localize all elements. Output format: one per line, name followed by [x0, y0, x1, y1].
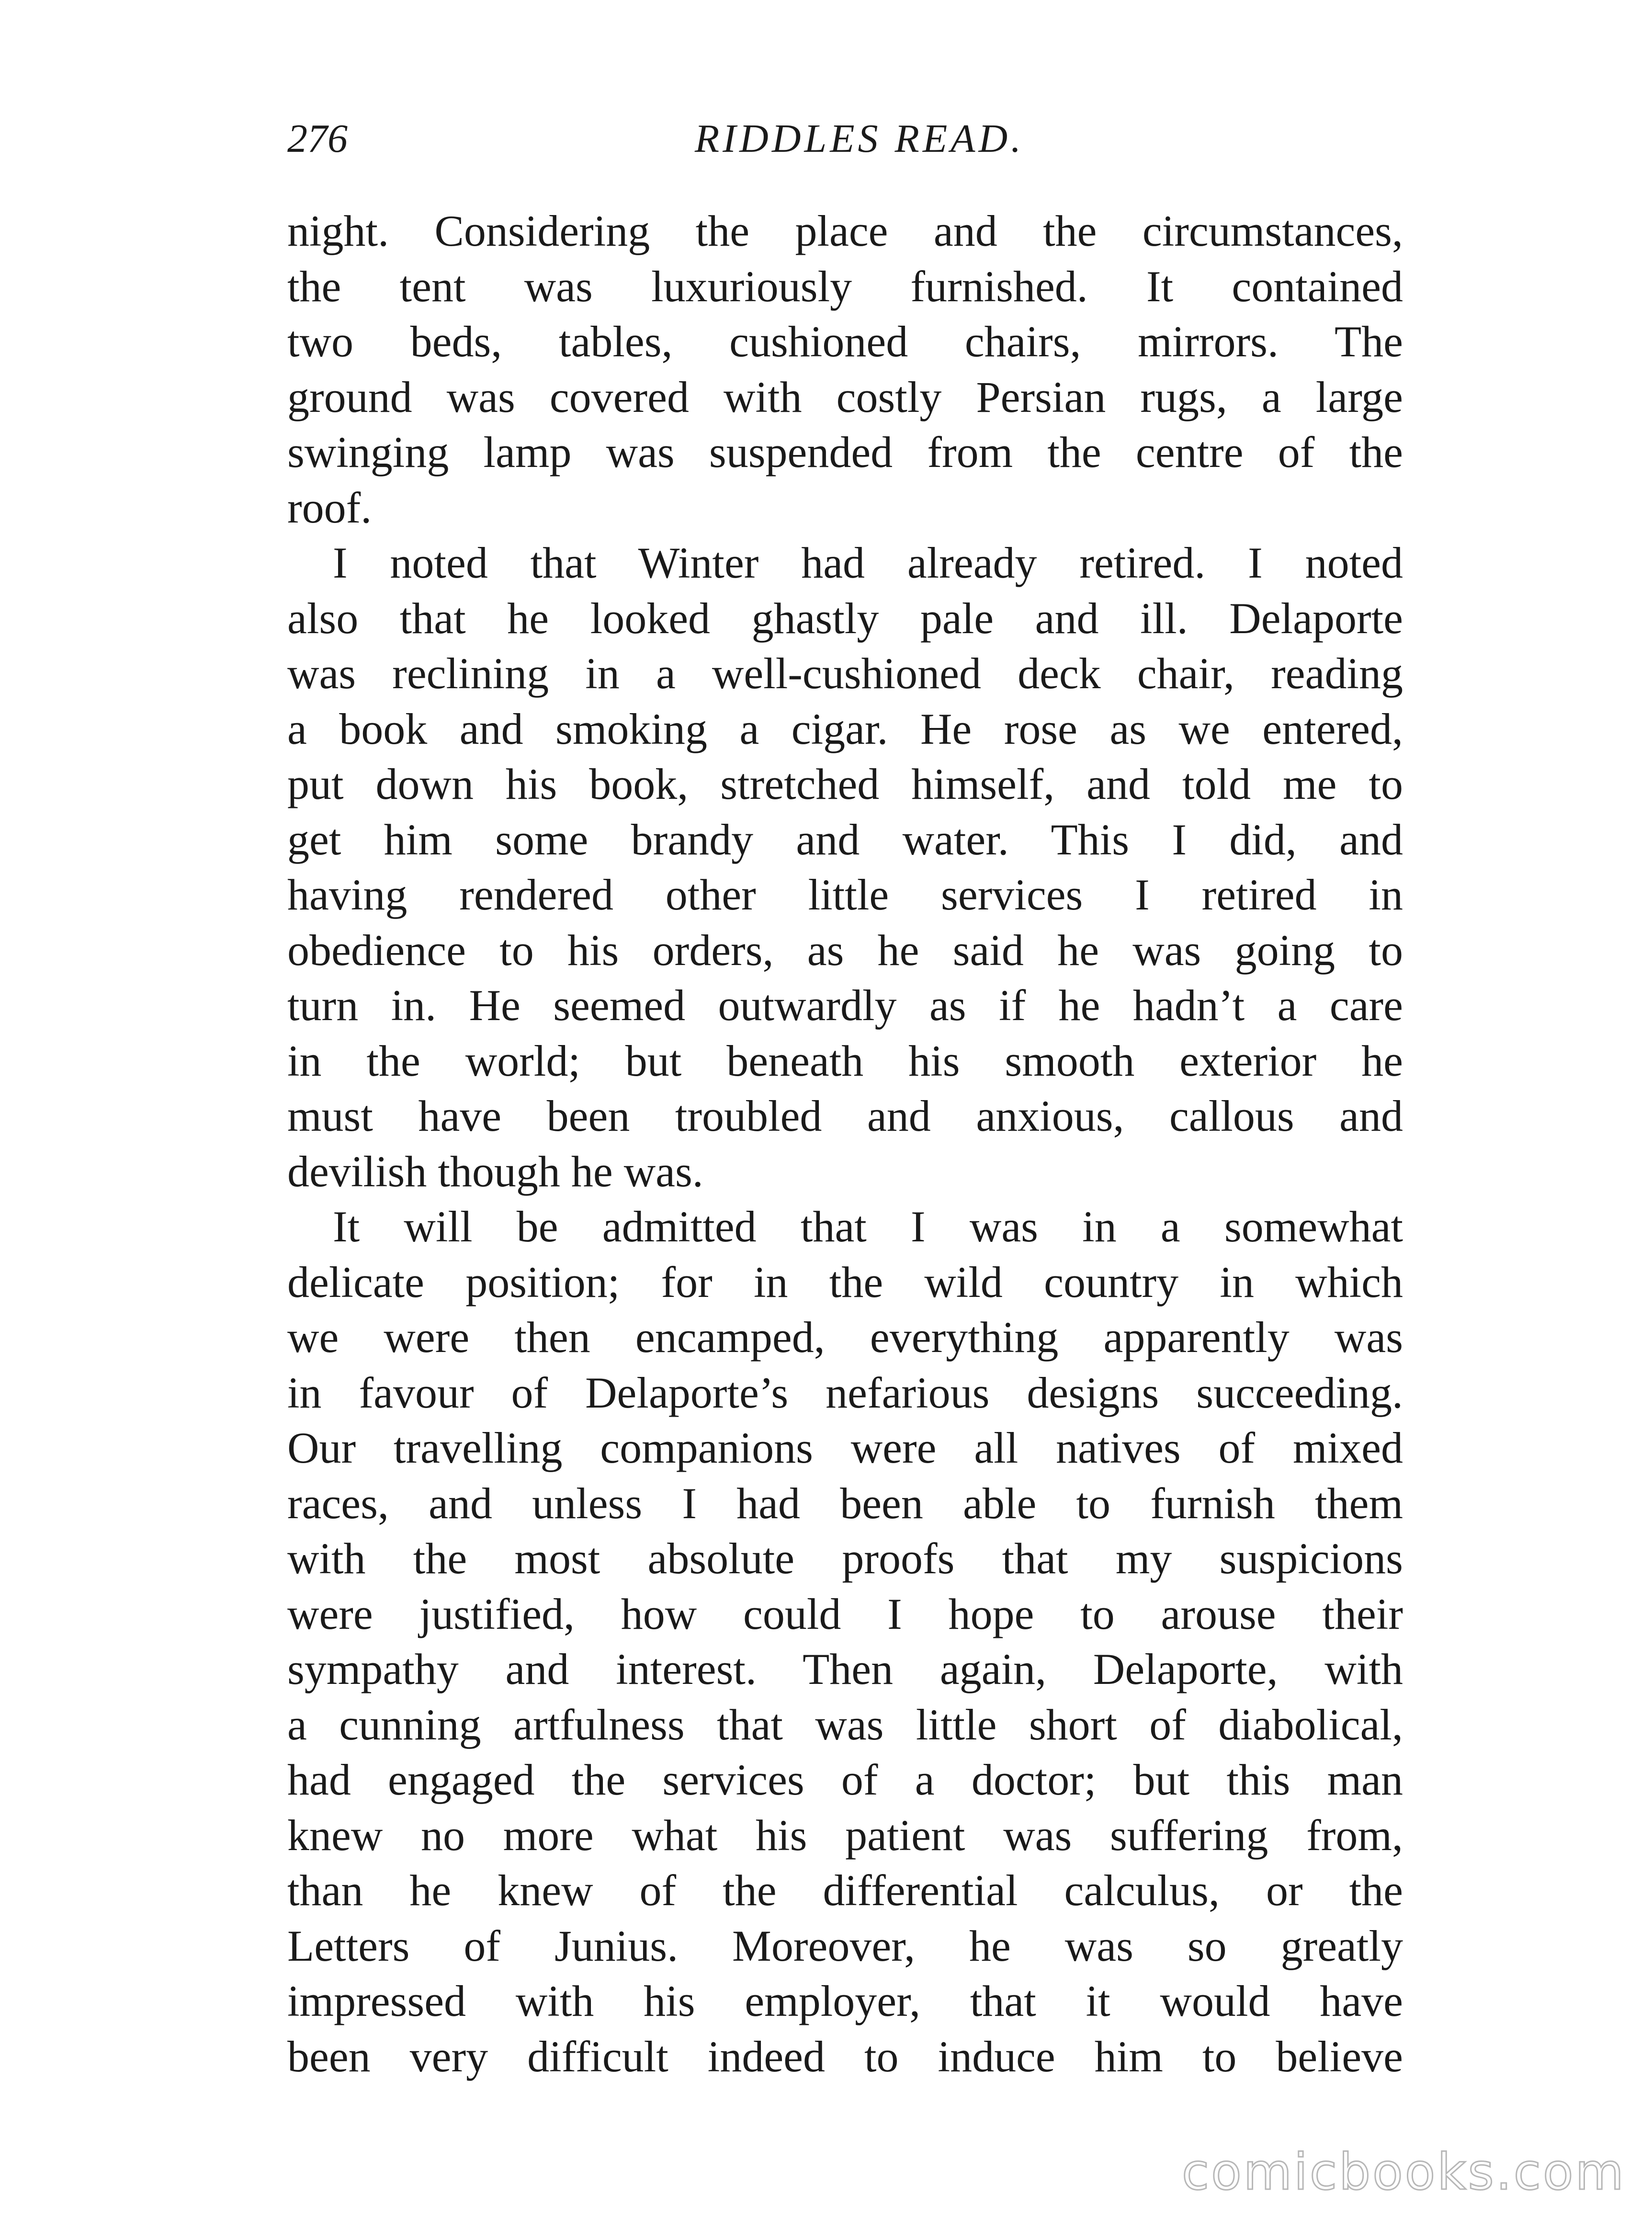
text-line: get him some brandy and water. This I did, and [287, 815, 1403, 864]
text-line: knew no more what his patient was suffering from, [287, 1810, 1403, 1860]
text-line: been very difficult indeed to induce him to believe [287, 2032, 1403, 2081]
text-line: devilish though he was. [287, 1147, 703, 1196]
text-line: roof. [287, 483, 372, 532]
page-number: 276 [287, 116, 348, 161]
text-line: had engaged the services of a doctor; but this man [287, 1755, 1403, 1804]
text-line: we were then encamped, everything apparently was [287, 1313, 1403, 1362]
running-title: RIDDLES READ. [694, 116, 1025, 161]
paragraph [287, 1199, 1403, 2084]
text-line: put down his book, stretched himself, and told me to [287, 760, 1403, 808]
text-line: night. Considering the place and the circumstances, [287, 206, 1403, 255]
text-line: swinging lamp was suspended from the centre of the [287, 428, 1403, 477]
paragraph [287, 535, 1403, 1199]
text-line: having rendered other little services I retired in [287, 870, 1403, 919]
text-line: was reclining in a well-cushioned deck chair, reading [287, 649, 1403, 698]
watermark: comicbooks.com [1181, 2143, 1626, 2201]
text-line: the tent was luxuriously furnished. It contained [287, 261, 1403, 311]
text-line: turn in. He seemed outwardly as if he hadn’t a care [287, 981, 1403, 1030]
text-line: Letters of Junius. Moreover, he was so greatly [287, 1921, 1403, 1970]
text-line: also that he looked ghastly pale and ill. Delaporte [287, 593, 1403, 643]
text-line: two beds, tables, cushioned chairs, mirrors. The [287, 317, 1403, 366]
text-line: in the world; but beneath his smooth exterior he [287, 1036, 1403, 1085]
text-line: delicate position; for in the wild country in which [287, 1257, 1403, 1307]
text-line: must have been troubled and anxious, callous and [287, 1091, 1403, 1140]
text-line: a cunning artfulness that was little short of diabolical, [287, 1700, 1403, 1749]
text-line: sympathy and interest. Then again, Delaporte, with [287, 1645, 1403, 1693]
page-header [287, 110, 1403, 168]
text-line: Our travelling companions were all natives of mixed [287, 1423, 1403, 1472]
text-line: races, and unless I had been able to furnish them [287, 1478, 1403, 1528]
text-line: ground was covered with costly Persian rugs, a large [287, 372, 1403, 421]
text-line: with the most absolute proofs that my suspicions [287, 1534, 1403, 1583]
text-line: I noted that Winter had already retired. I noted [333, 538, 1403, 587]
text-line: obedience to his orders, as he said he was going to [287, 925, 1403, 975]
text-line: impressed with his employer, that it would have [287, 1977, 1403, 2025]
text-line: than he knew of the differential calculus, or the [287, 1866, 1403, 1915]
text-line: were justified, how could I hope to arouse their [287, 1589, 1403, 1638]
text-line: a book and smoking a cigar. He rose as we entered, [287, 704, 1403, 753]
paragraph [287, 204, 1403, 535]
text-line: in favour of Delaporte’s nefarious designs succeeding. [287, 1368, 1403, 1417]
text-line: It will be admitted that I was in a somewhat [333, 1202, 1403, 1251]
body-text [287, 204, 1403, 2084]
